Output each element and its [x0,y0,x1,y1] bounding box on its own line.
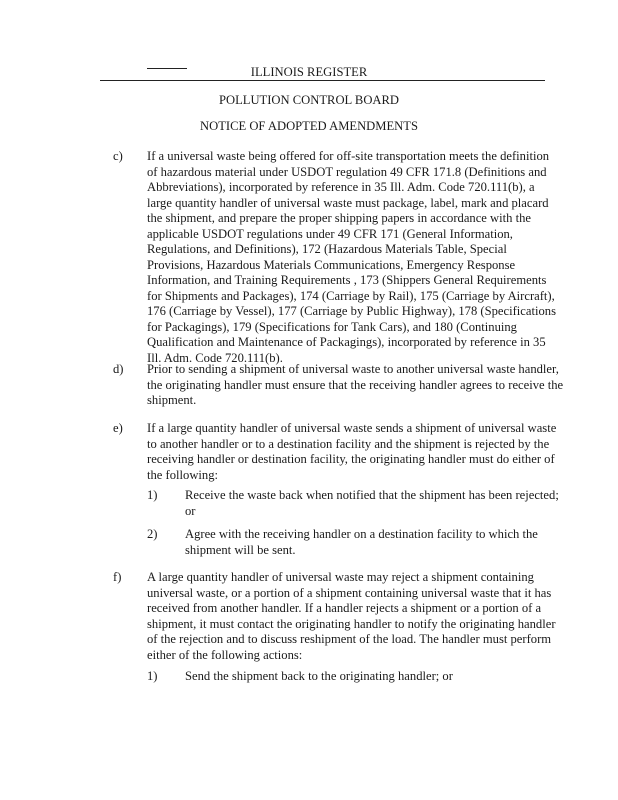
item-label: d) [113,362,124,376]
agency-title: POLLUTION CONTROL BOARD [218,93,400,107]
text-line: received from another handler. If a handler rejects a shipment or a portion of a [147,601,542,615]
text-line: the shipment, and prepare the proper shipping papers in accordance with the [147,211,531,225]
text-line: If a universal waste being offered for off-site transportation meets the definition [147,149,550,163]
text-line: shipment will be sent. [185,542,296,557]
text-line: receiving handler or destination facility, the originating handler must do either of [147,452,555,466]
register-title: ILLINOIS REGISTER [250,65,368,79]
notice-title: NOTICE OF ADOPTED AMENDMENTS [200,119,418,133]
item-label: e) [113,421,123,435]
text-line: A large quantity handler of universal waste may reject a shipment containing [147,570,534,584]
item-label: c) [113,149,123,163]
text-line: Agree with the receiving handler on a destination facility to which the [185,527,538,541]
text-line: or [185,503,196,518]
item-label: 1) [147,488,158,502]
text-line: Regulations, and Definitions), 172 (Hazardous Materials Table, Special [147,242,507,256]
text-line: Information, and Training Requirements , 173 (Shippers General Requirements [147,273,547,287]
text-line: 176 (Carriage by Vessel), 177 (Carriage by Public Highway), 178 (Specifications [147,304,556,318]
text-line: shipment, it must contact the originating handler to notify the originating handler [147,616,556,631]
text-line: Receive the waste back when notified that the shipment has been rejected; [185,488,559,502]
text-line: Ill. Adm. Code 720.111(b). [147,350,283,365]
text-line: Send the shipment back to the originating handler; or [185,669,453,683]
text-line: universal waste, or a portion of a shipment containing universal waste that it has [147,585,552,600]
text-line: applicable USDOT regulations under 49 CFR 171 (General Information, [147,226,513,241]
text-line: the following: [147,467,219,482]
item-label: 1) [147,669,158,683]
item-label: f) [113,570,122,584]
text-line: of the rejection and to discuss reshipment of the load. The handler must perform [147,632,552,646]
text-line: for Packagings), 179 (Specifications for Tank Cars), and 180 (Continuing [147,319,517,334]
text-line: If a large quantity handler of universal waste sends a shipment of universal waste [147,421,557,435]
text-line: shipment. [147,393,197,407]
text-line: to another handler or to a destination facility and the shipment is rejected by the [147,436,550,451]
text-line: Qualification and Maintenance of Packagings), incorporated by reference in 35 [147,335,546,349]
item-label: 2) [147,527,158,541]
text-line: Abbreviations), incorporated by reference in 35 Ill. Adm. Code 720.111(b), a [147,180,535,194]
text-line: large quantity handler of universal waste must package, label, mark and placard [147,195,549,210]
text-line: Provisions, Hazardous Materials Communications, Emergency Response [147,257,516,272]
text-line: for Shipments and Packages), 174 (Carriage by Rail), 175 (Carriage by Aircraft), [147,288,555,303]
text-line: of hazardous material under USDOT regulation 49 CFR 171.8 (Definitions and [147,164,547,179]
text-line: the originating handler must ensure that the receiving handler agrees to receive the [147,377,564,392]
text-line: either of the following actions: [147,647,303,662]
text-line: Prior to sending a shipment of universal waste to another universal waste handler, [147,362,559,376]
